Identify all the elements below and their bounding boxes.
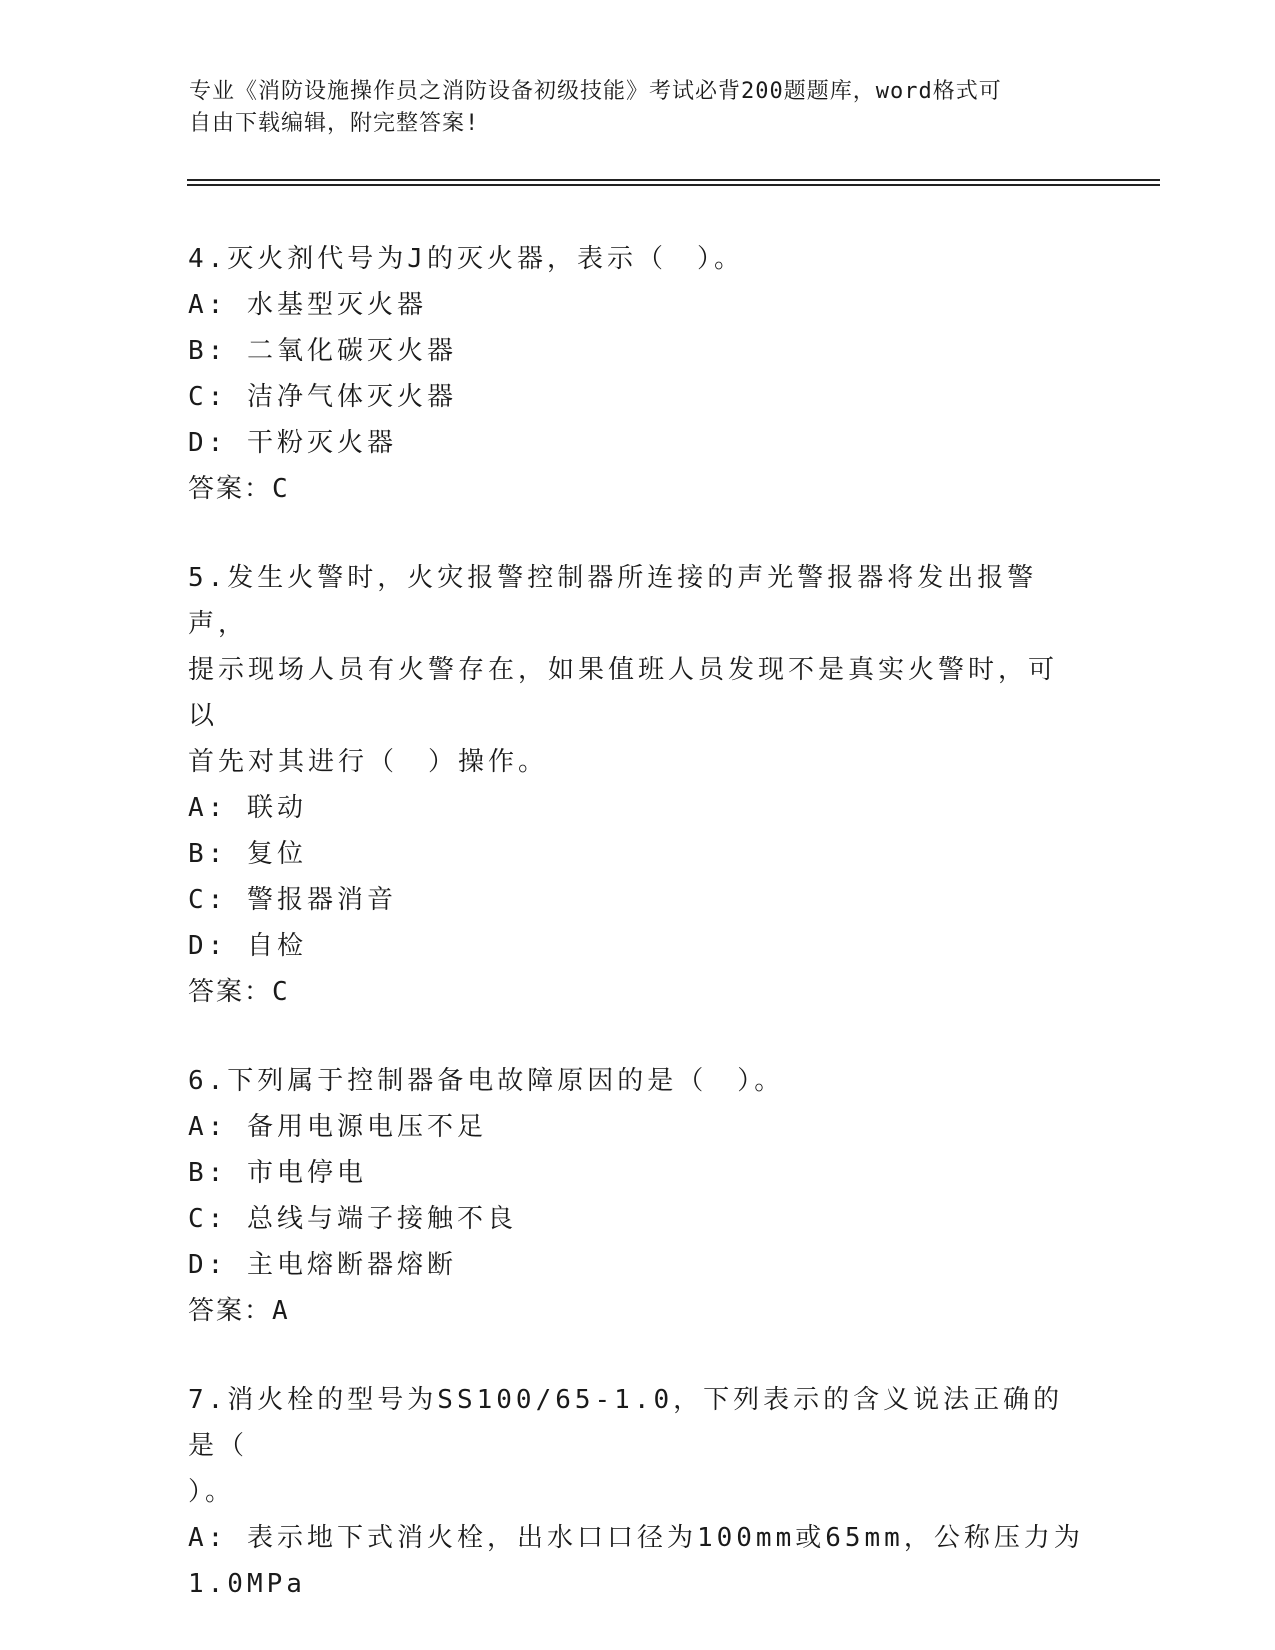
stem-line: ）。: [188, 1477, 236, 1507]
option-a: A: 表示地下式消火栓，出水口口径为100mm或65mm，公称压力为: [188, 1523, 1084, 1553]
option-b: B: 市电停电: [188, 1158, 367, 1188]
stem-line: 7.消火栓的型号为SS100/65-1.0，下列表示的含义说法正确的是（: [188, 1385, 1064, 1461]
option-c: C: 警报器消音: [188, 885, 397, 915]
answer-value: C: [272, 474, 290, 504]
header-divider-top: [187, 179, 1160, 181]
answer-line: [188, 969, 1068, 1015]
question-stem: [188, 236, 1068, 282]
question-list: [188, 236, 1084, 1650]
header-line-2: 自由下载编辑，附完整答案!: [189, 111, 480, 136]
answer-line: [188, 466, 1068, 512]
option-c: C: 总线与端子接触不良: [188, 1204, 517, 1234]
option-b: B: 二氧化碳灭火器: [188, 336, 457, 366]
question-stem: [188, 1058, 1068, 1104]
stem-line: 首先对其进行（ ）操作。: [188, 747, 549, 777]
option-a: A: 水基型灭火器: [188, 290, 427, 320]
question-6: [188, 1058, 1068, 1334]
header-divider-bottom: [187, 184, 1160, 186]
option-a: A: 联动: [188, 793, 307, 823]
answer-label: 答案：: [188, 1296, 273, 1326]
stem-line: 提示现场人员有火警存在，如果值班人员发现不是真实火警时，可以: [188, 655, 1059, 731]
question-stem: [188, 555, 1068, 785]
option-d: D: 自检: [188, 931, 307, 961]
question-stem: [188, 1377, 1068, 1515]
option-c: C: 洁净气体灭火器: [188, 382, 457, 412]
answer-label: 答案：: [188, 474, 273, 504]
answer-value: C: [272, 977, 290, 1007]
question-5: [188, 555, 1068, 1015]
option-a-continued: 1.0MPa: [188, 1569, 306, 1599]
option-b: B: 复位: [188, 839, 307, 869]
stem-line: 4.灭火剂代号为J的灭火器，表示（ ）。: [188, 244, 744, 274]
stem-line: 6.下列属于控制器备电故障原因的是（ ）。: [188, 1066, 785, 1096]
header-line-1: 专业《消防设施操作员之消防设备初级技能》考试必背200题题库，word格式可: [189, 79, 1002, 104]
option-d: D: 主电熔断器熔断: [188, 1250, 457, 1280]
answer-line: [188, 1288, 1068, 1334]
document-header: [189, 76, 1089, 140]
answer-label: 答案：: [188, 977, 273, 1007]
option-d: D: 干粉灭火器: [188, 428, 397, 458]
question-7: [188, 1377, 1084, 1607]
answer-value: A: [272, 1296, 290, 1326]
question-4: [188, 236, 1068, 512]
stem-line: 5.发生火警时，火灾报警控制器所连接的声光警报器将发出报警声，: [188, 563, 1038, 639]
option-a: A: 备用电源电压不足: [188, 1112, 487, 1142]
